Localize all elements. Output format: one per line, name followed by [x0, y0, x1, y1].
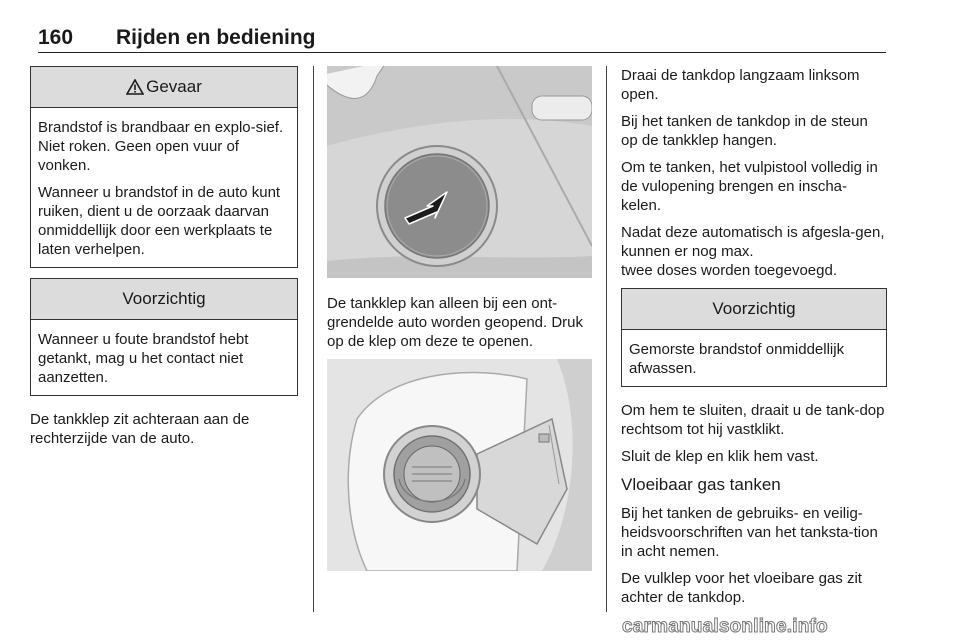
danger-paragraph: Brandstof is brandbaar en explo-sief. Niet roken. Geen open vuur of vonken. [38, 119, 284, 174]
fuel-flap-open-illustration [327, 359, 592, 571]
body-paragraph: Bij het tanken de tankdop in de steun op de tankklep hangen. [621, 113, 868, 149]
body-paragraph: Sluit de klep en klik hem vast. [621, 448, 819, 465]
page-header [38, 26, 886, 53]
body-paragraph: Om te tanken, het vulpistool volledig in de vulopening brengen en inscha-kelen. [621, 159, 878, 214]
caution-box [30, 278, 298, 396]
page-number: 160 [38, 26, 74, 49]
caution-box-title: Voorzichtig [712, 299, 796, 318]
section-heading: Vloeibaar gas tanken [621, 475, 781, 494]
body-paragraph: Bij het tanken de gebruiks- en veilig-heidsvoorschriften van het tanksta-tion in acht nemen. [621, 505, 878, 560]
caution-box-header [622, 289, 886, 330]
danger-paragraph: Wanneer u brandstof in de auto kunt ruiken, dient u de oorzaak daarvan onmiddellijk door een werkplaats te laten verhelpen. [38, 184, 281, 258]
watermark: carmanualsonline.info [622, 616, 828, 637]
caution-text: Wanneer u foute brandstof hebt getankt, mag u het contact niet aanzetten. [38, 331, 249, 386]
warning-triangle-icon [126, 79, 144, 95]
right-column [621, 66, 887, 615]
body-paragraph: twee doses worden toegevoegd. [621, 262, 837, 279]
column-divider [606, 66, 607, 612]
body-paragraph: Nadat deze automatisch is afgesla-gen, kunnen er nog max. [621, 224, 885, 260]
caution-box-title: Voorzichtig [122, 289, 206, 308]
fuel-flap-closed-illustration [327, 66, 592, 278]
body-paragraph: Om hem te sluiten, draait u de tank-dop rechtsom tot hij vastklikt. [621, 402, 885, 438]
chapter-title: Rijden en bediening [116, 26, 316, 49]
middle-column [327, 66, 592, 571]
illustration-caption: De tankklep kan alleen bij een ont-grendelde auto worden geopend. Druk op de klep om deze te openen. [327, 295, 584, 350]
danger-box-title: Gevaar [146, 77, 202, 96]
caution-text: Gemorste brandstof onmiddellijk afwassen. [629, 341, 845, 377]
column-divider [313, 66, 314, 612]
caution-box-header [31, 279, 297, 320]
danger-box [30, 66, 298, 268]
body-paragraph: De vulklep voor het vloeibare gas zit achter de tankdop. [621, 570, 862, 606]
danger-box-header [31, 67, 297, 108]
body-paragraph: Draai de tankdop langzaam linksom open. [621, 67, 860, 103]
body-paragraph: De tankklep zit achteraan aan de rechterzijde van de auto. [30, 411, 250, 447]
caution-box [621, 288, 887, 387]
left-column [30, 66, 298, 456]
